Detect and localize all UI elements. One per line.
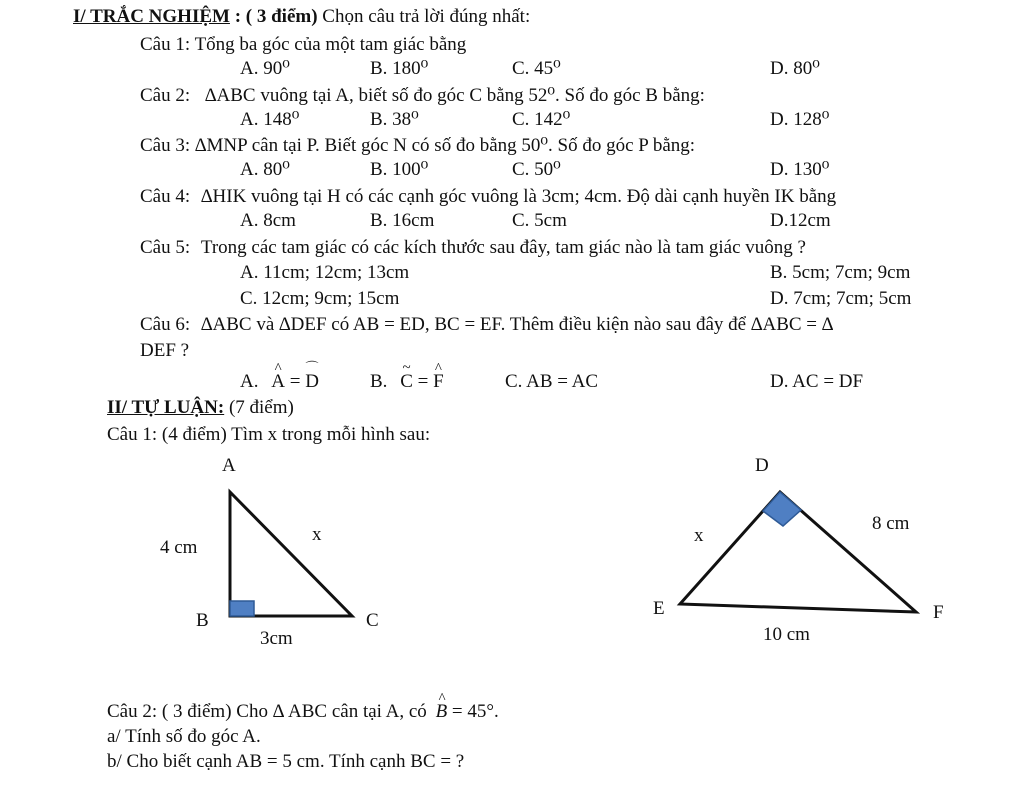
q5-option-c[interactable]: C. 12cm; 9cm; 15cm bbox=[240, 288, 400, 309]
vertex-label-f: F bbox=[933, 602, 944, 623]
question-6-continued: DEF ? bbox=[140, 340, 190, 361]
question-3 bbox=[140, 134, 695, 158]
angle-d: ⌒ D bbox=[305, 370, 319, 394]
option-prefix: B. bbox=[370, 371, 388, 392]
question-label: Câu 3: bbox=[140, 135, 191, 156]
question-text: ∆ABC vuông tại A, biết số đo góc C bằng 52⁰. Số đo góc B bằng: bbox=[204, 85, 705, 106]
side-label-ef: 10 cm bbox=[763, 624, 810, 645]
q3-option-b[interactable]: B. 100⁰ bbox=[370, 159, 429, 180]
angle-a: ^ A bbox=[271, 370, 285, 394]
q4-option-c[interactable]: C. 5cm bbox=[512, 210, 567, 231]
angle-b: ^ B bbox=[436, 700, 448, 724]
question-text: ∆HIK vuông tại H có các cạnh góc vuông là 3cm; 4cm. Độ dài cạnh huyền IK bằng bbox=[200, 186, 837, 207]
side-label-ab: 4 cm bbox=[160, 537, 198, 558]
q6-option-c[interactable]: C. AB = AC bbox=[505, 371, 599, 392]
question-label: Câu 2: bbox=[140, 85, 191, 106]
question-text: ∆MNP cân tại P. Biết góc N có số đo bằng 50⁰. Số đo góc P bằng: bbox=[194, 135, 696, 156]
q1-option-b[interactable]: B. 180⁰ bbox=[370, 58, 429, 79]
vertex-label-d: D bbox=[755, 455, 769, 476]
q4-option-b[interactable]: B. 16cm bbox=[370, 210, 435, 231]
right-angle-marker-d bbox=[763, 492, 801, 526]
question-label: Câu 1: bbox=[140, 34, 191, 55]
right-angle-marker-b bbox=[230, 601, 254, 616]
part2-header bbox=[107, 396, 294, 420]
figure-triangle-abc bbox=[140, 448, 400, 658]
q1-option-d[interactable]: D. 80⁰ bbox=[770, 58, 820, 79]
q3-option-d[interactable]: D. 130⁰ bbox=[770, 159, 830, 180]
part2-question-2a: a/ Tính số đo góc A. bbox=[107, 726, 261, 747]
q4-option-d[interactable]: D.12cm bbox=[770, 210, 831, 231]
side-label-ac: x bbox=[312, 524, 322, 545]
question-label: Câu 5: bbox=[140, 237, 191, 258]
vertex-label-a: A bbox=[222, 455, 236, 476]
q5-option-a[interactable]: A. 11cm; 12cm; 13cm bbox=[240, 262, 410, 283]
angle-c: ~ C bbox=[400, 370, 413, 394]
q5-option-b[interactable]: B. 5cm; 7cm; 9cm bbox=[770, 262, 911, 283]
q1-option-c[interactable]: C. 45⁰ bbox=[512, 58, 561, 79]
q3-option-c[interactable]: C. 50⁰ bbox=[512, 159, 561, 180]
equals-sign: = bbox=[417, 371, 429, 392]
part2-question-2 bbox=[107, 700, 499, 724]
q6-option-d[interactable]: D. AC = DF bbox=[770, 371, 864, 392]
part2-heading: II/ TỰ LUẬN: bbox=[107, 397, 225, 418]
q1-option-a[interactable]: A. 90⁰ bbox=[240, 58, 290, 79]
option-prefix: A. bbox=[240, 371, 259, 392]
question-4 bbox=[140, 185, 836, 209]
question-text: Trong các tam giác có các kích thước sau đây, tam giác nào là tam giác vuông ? bbox=[200, 237, 806, 258]
q6-option-a[interactable] bbox=[240, 370, 319, 394]
q2-option-c[interactable]: C. 142⁰ bbox=[512, 109, 571, 130]
side-label-df: 8 cm bbox=[872, 513, 910, 534]
q2-suffix: = 45°. bbox=[451, 701, 499, 722]
side-label-de: x bbox=[694, 525, 704, 546]
q2-option-d[interactable]: D. 128⁰ bbox=[770, 109, 830, 130]
question-label: Câu 4: bbox=[140, 186, 191, 207]
q2-option-b[interactable]: B. 38⁰ bbox=[370, 109, 419, 130]
q5-option-d[interactable]: D. 7cm; 7cm; 5cm bbox=[770, 288, 912, 309]
q3-option-a[interactable]: A. 80⁰ bbox=[240, 159, 290, 180]
q2-prefix: Câu 2: ( 3 điểm) Cho ∆ ABC cân tại A, có bbox=[107, 701, 427, 722]
vertex-label-c: C bbox=[366, 610, 379, 631]
equals-sign: = bbox=[289, 371, 301, 392]
question-text: ∆ABC và ∆DEF có AB = ED, BC = EF. Thêm điều kiện nào sau đây để ∆ABC = ∆ bbox=[200, 314, 834, 335]
part1-heading: I/ TRẮC NGHIỆM bbox=[73, 6, 230, 27]
vertex-label-b: B bbox=[196, 610, 209, 631]
question-text: Tổng ba góc của một tam giác bằng bbox=[194, 34, 467, 55]
question-label: Câu 6: bbox=[140, 314, 191, 335]
part2-question-1: Câu 1: (4 điểm) Tìm x trong mỗi hình sau: bbox=[107, 424, 431, 445]
triangle-abc-outline bbox=[230, 492, 352, 616]
vertex-label-e: E bbox=[653, 598, 665, 619]
question-6 bbox=[140, 313, 833, 337]
angle-f: ^ F bbox=[433, 370, 444, 394]
part2-points: (7 điểm) bbox=[228, 397, 294, 418]
figure-triangle-def bbox=[640, 448, 960, 658]
part1-header bbox=[73, 5, 530, 29]
question-2 bbox=[140, 84, 705, 108]
side-label-bc: 3cm bbox=[260, 628, 293, 649]
q2-option-a[interactable]: A. 148⁰ bbox=[240, 109, 300, 130]
q6-option-b[interactable] bbox=[370, 370, 444, 394]
part1-points: : ( 3 điểm) bbox=[234, 6, 318, 27]
q4-option-a[interactable]: A. 8cm bbox=[240, 210, 296, 231]
question-5 bbox=[140, 236, 806, 260]
part1-instruction: Chọn câu trả lời đúng nhất: bbox=[322, 6, 531, 27]
question-1 bbox=[140, 33, 466, 57]
part2-question-2b: b/ Cho biết cạnh AB = 5 cm. Tính cạnh BC = ? bbox=[107, 751, 465, 772]
